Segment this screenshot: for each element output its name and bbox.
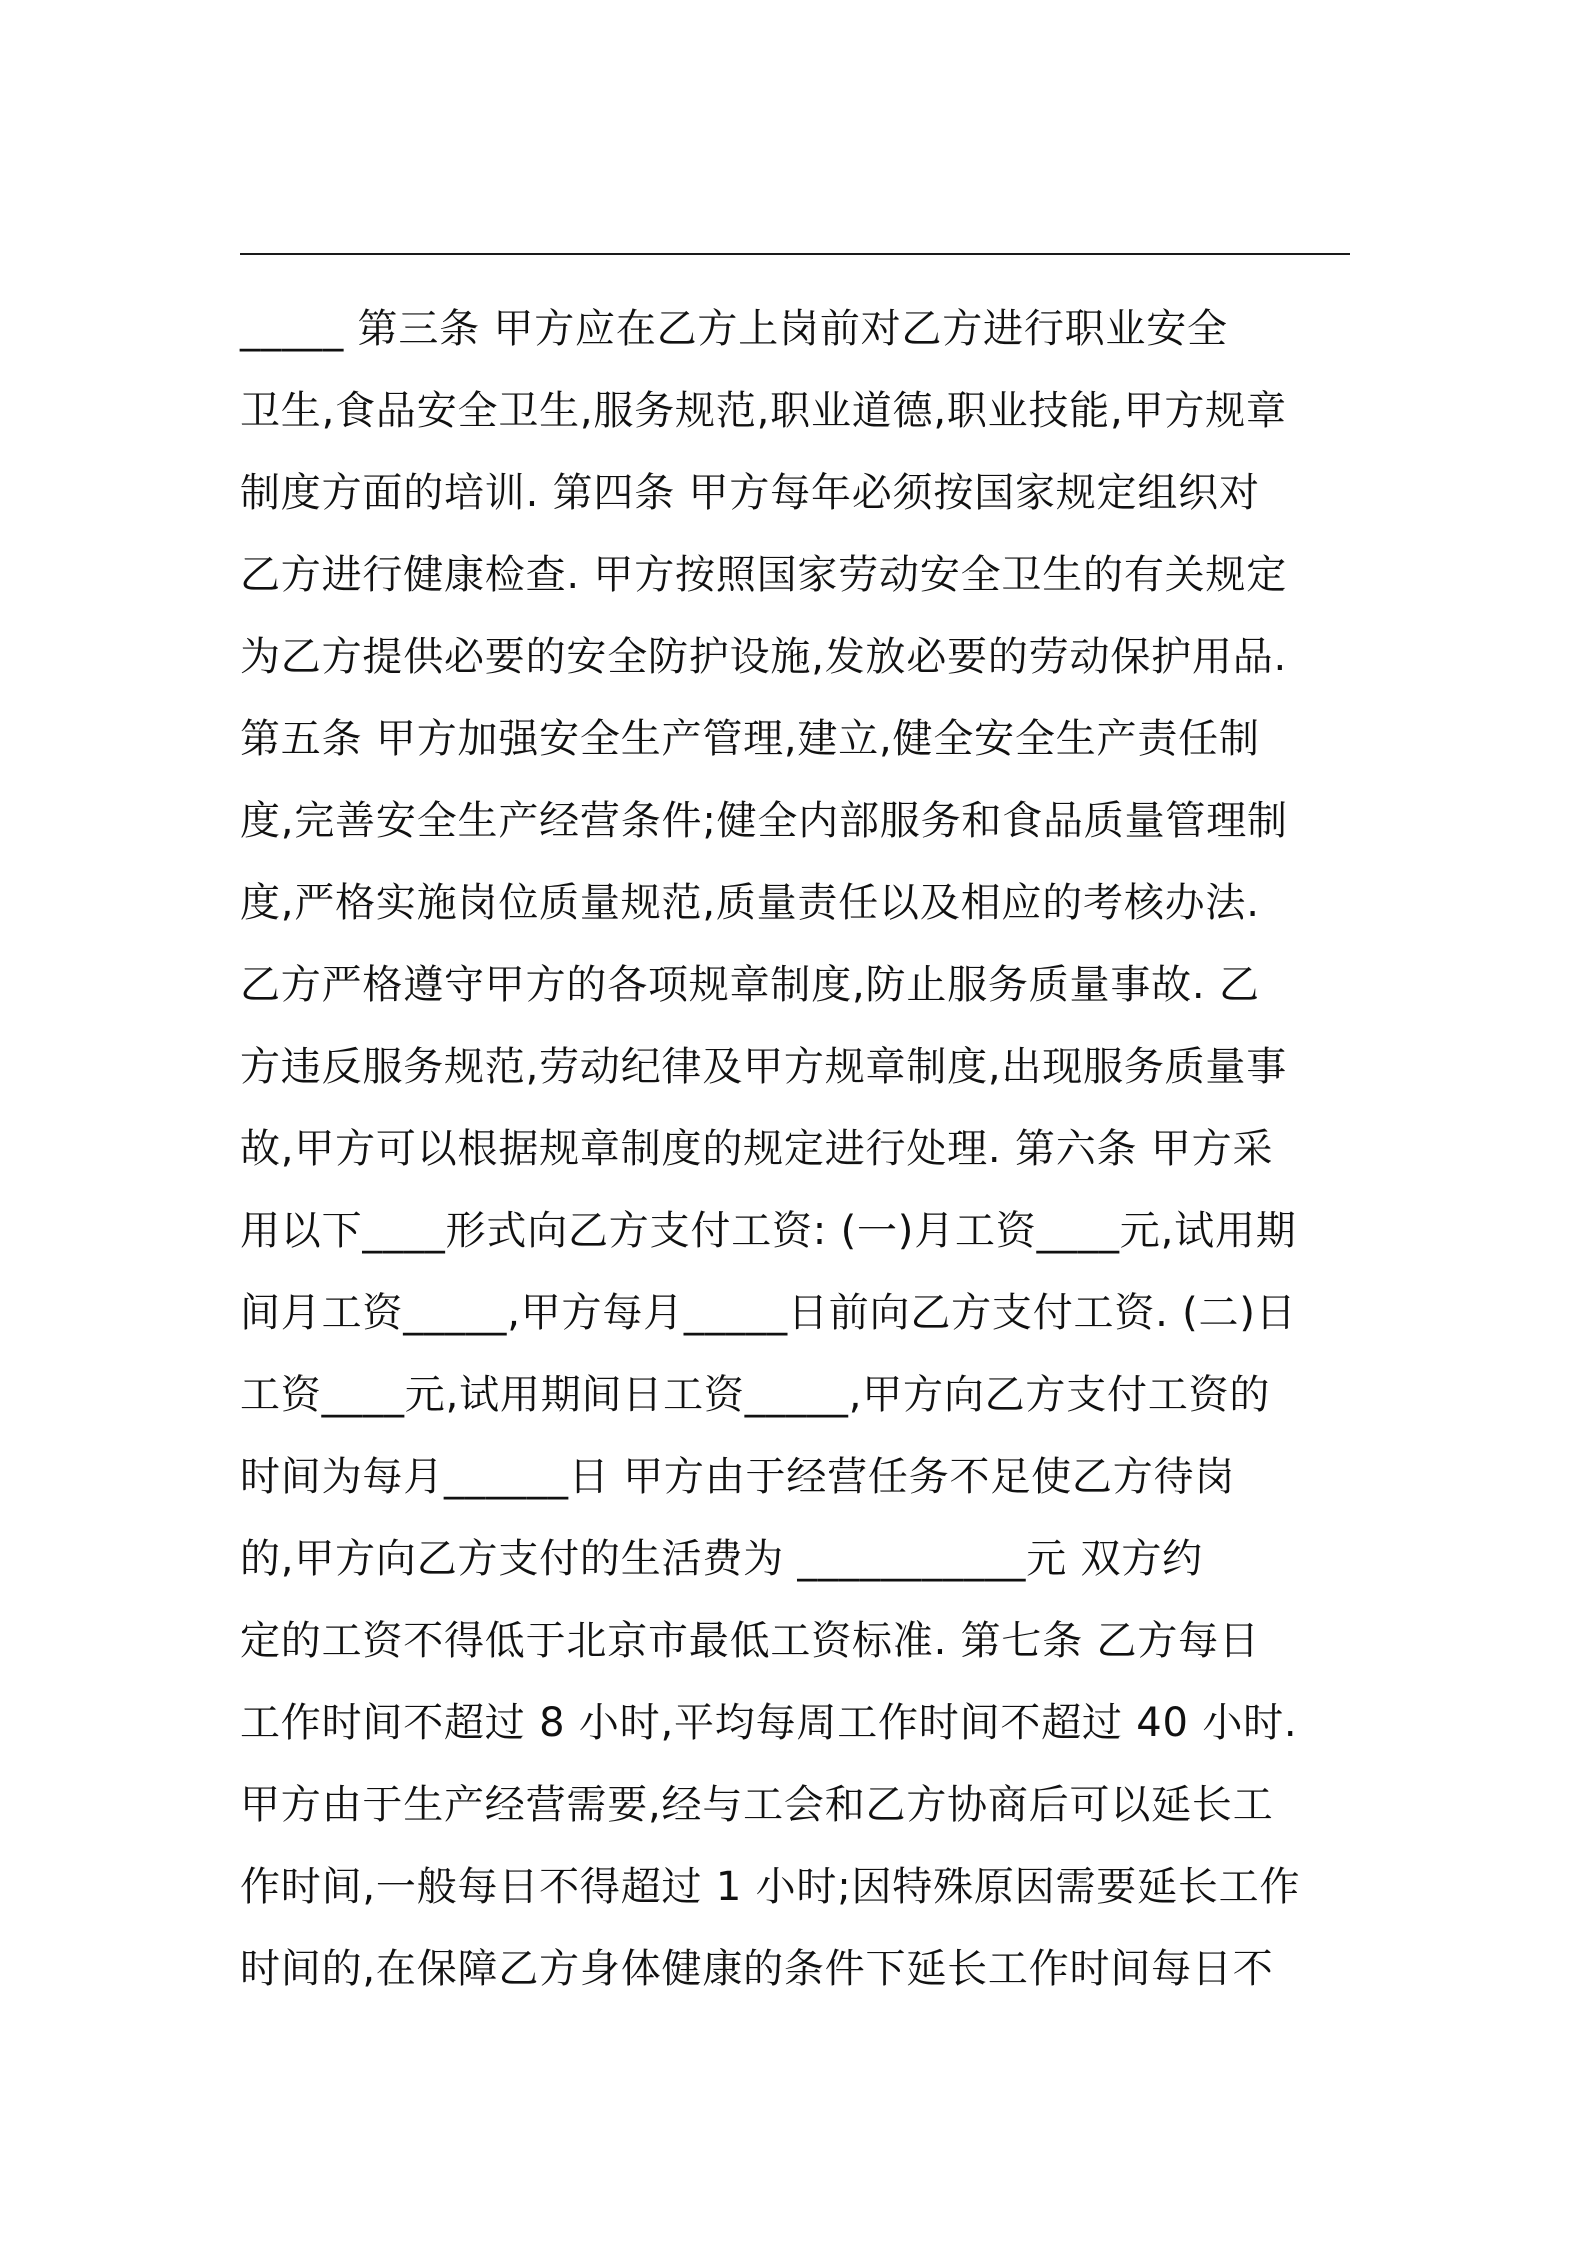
text-line-1: _____ 第三条 甲方应在乙方上岗前对乙方进行职业安全 xyxy=(240,306,1228,352)
text-line-14: 工资____元,试用期间日工资_____,甲方向乙方支付工资的 xyxy=(240,1372,1271,1418)
text-line-2: 卫生,食品安全卫生,服务规范,职业道德,职业技能,甲方规章 xyxy=(240,388,1287,434)
text-line-12: 用以下____形式向乙方支付工资: (一)月工资____元,试用期 xyxy=(240,1208,1297,1254)
text-line-6: 第五条 甲方加强安全生产管理,建立,健全安全生产责任制 xyxy=(240,716,1260,762)
text-line-7: 度,完善安全生产经营条件;健全内部服务和食品质量管理制 xyxy=(240,798,1288,844)
text-line-3: 制度方面的培训. 第四条 甲方每年必须按国家规定组织对 xyxy=(240,470,1260,516)
text-line-5: 为乙方提供必要的安全防护设施,发放必要的劳动保护用品. xyxy=(240,634,1288,680)
text-line-15: 时间为每月______日 甲方由于经营任务不足使乙方待岗 xyxy=(240,1454,1236,1500)
text-line-19: 甲方由于生产经营需要,经与工会和乙方协商后可以延长工 xyxy=(240,1782,1274,1828)
text-line-8: 度,严格实施岗位质量规范,质量责任以及相应的考核办法. xyxy=(240,880,1260,926)
text-line-4: 乙方进行健康检查. 甲方按照国家劳动安全卫生的有关规定 xyxy=(240,552,1288,598)
text-line-13: 间月工资_____,甲方每月_____日前向乙方支付工资. (二)日 xyxy=(240,1290,1297,1336)
text-line-18: 工作时间不超过 8 小时,平均每周工作时间不超过 40 小时. xyxy=(240,1700,1298,1746)
text-line-10: 方违反服务规范,劳动纪律及甲方规章制度,出现服务质量事 xyxy=(240,1044,1288,1090)
text-line-16: 的,甲方向乙方支付的生活费为 ___________元 双方约 xyxy=(240,1536,1203,1582)
text-line-9: 乙方严格遵守甲方的各项规章制度,防止服务质量事故. 乙 xyxy=(240,962,1260,1008)
text-line-20: 作时间,一般每日不得超过 1 小时;因特殊原因需要延长工作 xyxy=(240,1864,1301,1910)
text-lines xyxy=(240,288,1300,2010)
text-line-17: 定的工资不得低于北京市最低工资标准. 第七条 乙方每日 xyxy=(240,1618,1260,1664)
text-line-11: 故,甲方可以根据规章制度的规定进行处理. 第六条 甲方采 xyxy=(240,1126,1274,1172)
top-blank-rule xyxy=(240,253,1350,255)
text-line-21: 时间的,在保障乙方身体健康的条件下延长工作时间每日不 xyxy=(240,1946,1274,1992)
